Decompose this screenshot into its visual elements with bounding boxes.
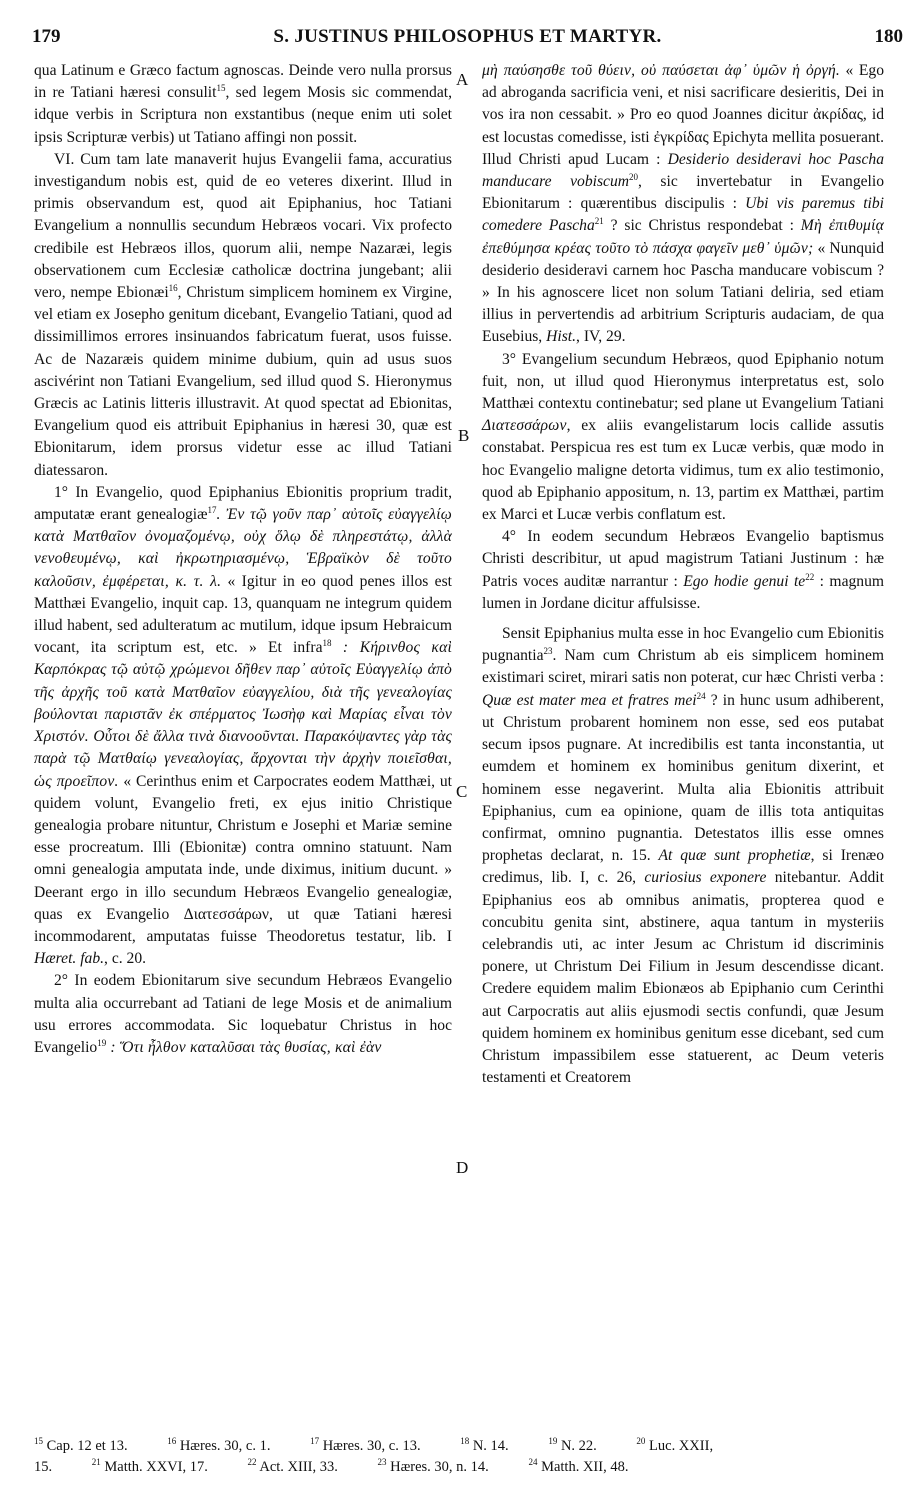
footnote-text: Cap. 12 et 13. — [46, 1438, 128, 1454]
greek-quote: Μὴ ἐπιθυμίᾳ ἐπεθύμησα κρέας τοῦτο τὸ πάσχα φαγεῖν μεθ᾽ ὑμῶν; — [482, 217, 884, 257]
footnote — [34, 1438, 128, 1454]
footnote-text: Luc. XXII, — [649, 1438, 714, 1454]
paragraph — [34, 482, 452, 970]
footnote-ref: 23 — [543, 646, 553, 657]
footnote — [34, 1459, 52, 1475]
text-run: , ex aliis evangelistarum locis callide assutis constabat. Perspicua res est tum ex Lucæ verbis, quæ modo in hoc Evangelio maligne detorta vidimus, tum ex alio testimonio, quod ab Epiphanio appositum, n. 13, partim ex Matthæi, partim ex Marci et Lucæ verbis conflatum est. — [482, 417, 884, 524]
footnote-text: 15. — [34, 1459, 53, 1475]
text-run: , Christum simplicem hominem ex Virgine, vel etiam ex Josepho genitum dicebant, Evangelio Tatiani, quod ad dissimillimos errores insinuandos fabricatum fuerat, usos fuisse. Ac de Nazaræis quidem minime dubium, quin ad usus suos ascivérint non Tatiani Evangelium, sed illud quod S. Hieronymus Græcis ac Latinis litteris illustravit. At quod spectat ad Ebionitas, Evangelium quod eis attribuit Epiphanius in hæresi 30, quæ est Ebionitarum, idem prorsus videtur esse ac illud Tatiani diatessaron. — [34, 284, 453, 479]
text-run: . Nam cum Christum ab eis simplicem hominem existimari sciret, mirari satis non poterat, cur hæc Christi verba : — [482, 647, 884, 687]
footnote — [528, 1459, 628, 1475]
footnote — [92, 1459, 208, 1475]
footnote — [378, 1459, 489, 1475]
text-run: ? in hunc usum adhiberent, ut Christum probarent hominem non esse, sed eos putabat secum ipsos pugnare. At incredibilis est tanta inconstantia, ut eumdem et hominem ex hominibus genitum dixerint, et hominem esse negaverint. Multa alia Ebionitis attribuit Epiphanius, cum ea opinione, quam de illis tota antiquitas confirmat, omnino pugnantia. Detestatos illis esse omnes prophetas declarat, n. 15. — [482, 691, 885, 865]
footnote — [310, 1438, 421, 1454]
paragraph — [482, 526, 884, 615]
margin-marker-a: A — [456, 70, 469, 89]
footnote-number: 19 — [548, 1436, 558, 1447]
footnote-row — [34, 1457, 903, 1478]
italic-quote: Ubi vis paremus tibi comedere Pascha — [482, 195, 885, 235]
footnote-ref: 15 — [216, 83, 226, 94]
text-run: « Ego ad abroganda sacrificia veni, et nisi sacrificare desieritis, Dei in vos ira non cessabit. » Pro eo quod Joannes dicitur ἀκρίδας, id est locustas comedisse, isti ἐγκρίδας Epichyta mellita posuerant. Illud Christi apud Lucam : — [482, 62, 884, 168]
paragraph — [34, 149, 452, 482]
footnote-ref: 21 — [594, 216, 604, 227]
footnote-text: Matth. XXVI, 17. — [104, 1459, 208, 1475]
left-column — [34, 60, 452, 1059]
italic-quote: curiosius exponere — [644, 869, 767, 887]
text-run: , c. 20. — [104, 950, 147, 968]
footnote-text: Matth. XII, 48. — [541, 1459, 629, 1475]
italic-quote: Ego hodie genui te — [683, 572, 806, 590]
margin-marker-c: C — [456, 782, 468, 801]
page-number-left: 179 — [32, 26, 61, 47]
paragraph — [34, 60, 452, 149]
footnote — [636, 1438, 713, 1454]
footnote-number: 15 — [34, 1436, 43, 1447]
italic-quote: At quæ sunt prophetiæ — [658, 847, 811, 865]
footnote-ref: 17 — [207, 504, 217, 515]
greek-quote: : Ὅτι ἦλθον καταλῦσαι τὰς θυσίας, καὶ ἐὰν — [106, 1038, 382, 1056]
footnote — [460, 1438, 508, 1454]
footnote-row — [34, 1436, 903, 1457]
footnote-text: Hæres. 30, n. 14. — [390, 1459, 489, 1475]
italic-citation: Hist. — [546, 328, 577, 346]
footnote-number: 22 — [247, 1457, 257, 1468]
text-run: « Cerinthus enim et Carpocrates eodem Matthæi, ut quidem volunt, Evangelio freti, ex ejus initio Christique genealogia probare nituntur, Christum e Josephi et Mariæ semine esse procreatum. Illi (Ebionitæ) contra omnino statuunt. Nam omni genealogia amputata inde, unde diximus, initium ducunt. » Deerant ergo in illo secundum Hebræos Evangelio genealogiæ, quas ex Evangelio Διατεσσάρων, ut quæ Tatiani hæresi incommodarent, amputatas fuisse Theodoretus testatur, lib. I — [34, 772, 452, 945]
footnote-number: 18 — [460, 1436, 470, 1447]
page-header — [32, 26, 903, 56]
text-run: 3° Evangelium secundum Hebræos, quod Epiphanio notum fuit, non, ut illud quod Hieronymus interpretatus est, solo Matthæi contextu continebatur; sed plane ut Evangelium Tatiani — [482, 350, 884, 413]
text-run: Sensit Epiphanius multa esse in hoc Evangelio cum Ebionitis pugnantia — [482, 625, 884, 665]
footnote-text: Hæres. 30, c. 1. — [179, 1438, 271, 1454]
text-run: 2° In eodem Ebionitarum sive secundum Hebræos Evangelio multa alia occurrebant ad Tatiani de lege Mosis et de animalium usu errores accommodata. Sic loquebatur Christus in hoc Evangelio — [34, 972, 452, 1056]
footnote — [548, 1438, 596, 1454]
text-run: , IV, 29. — [576, 328, 626, 346]
footnote-text: N. 14. — [472, 1438, 509, 1454]
footnote-ref: 24 — [696, 690, 706, 701]
margin-marker-d: D — [456, 1158, 469, 1177]
footnote-number: 16 — [167, 1436, 177, 1447]
running-title: S. JUSTINUS PHILOSOPHUS ET MARTYR. — [273, 26, 662, 47]
footnote — [167, 1438, 270, 1454]
footnotes — [34, 1436, 903, 1478]
right-column — [482, 60, 884, 1089]
paragraph — [34, 970, 452, 1059]
text-run: : magnum lumen in Jordane dicitur affulsisse. — [482, 572, 885, 612]
text-run: qua Latinum e Græco factum agnoscas. Deinde vero nulla prorsus in re Tatiani hæresi consulit — [34, 62, 452, 102]
footnote-text: Act. XIII, 33. — [259, 1459, 338, 1475]
text-run: , sed legem Mosis sic commendat, idque verbis in Scriptura non exstantibus (neque enim uti solet ipsis Scripturæ verbis) ut Tatiano affingi non possit. — [34, 84, 452, 146]
footnote-number: 21 — [91, 1457, 101, 1468]
text-run: nitebantur. Addit Epiphanius eos ab omnibus animatis, propterea quod e concubitu genita sint, abstinere, aqua tantum in mysteriis celebrandis uti, ac inter Jesum ac Christum id discriminis ponere, ut Christum Dei Filium in Jesum descendisse dicant. Credere equidem malim Ebionæos ab Epiphanio cum Cerinthi aut Carpocratis aut aliis ejusmodi sectis confundi, quæ Jesum quidem hominem ex hominibus genitum esse dicebant, sed cum Christum impassibilem esse statuerent, ac Deum veteris testamenti et Creatorem — [482, 869, 884, 1087]
paragraph — [482, 623, 884, 1089]
text-run: « Igitur in eo quod penes illos est Matthæi Evangelio, inquit cap. 13, quanquam ne integrum quidem illud habent, sed adulteratum ac mutilum, idque ipsum Hebraicum vocant, ita scriptum est, etc. » Et infra — [34, 572, 452, 657]
footnote-ref: 20 — [629, 171, 638, 182]
text-run: 4° In eodem secundum Hebræos Evangelio baptismus Christi describitur, ut apud magistrum Tatiani Justinum : hæ Patris voces auditæ narrantur : — [482, 528, 884, 590]
paragraph — [482, 349, 884, 527]
footnote-number: 20 — [636, 1436, 646, 1447]
text-run: , sic invertebatur in Evangelio Ebionitarum : quærentibus discipulis : — [482, 173, 884, 213]
footnote-number: 24 — [528, 1457, 538, 1468]
text-run: 1° In Evangelio, quod Epiphanius Ebionitis proprium tradit, amputatæ erant genealogiæ — [34, 483, 452, 524]
greek-word: Διατεσσάρων — [482, 417, 567, 435]
text-run: « Nunquid desiderio desideravi carnem hoc Pascha manducare vobiscum ? » In his agnoscere licet non solum Tatiani deliria, sed etiam illius in pervertendis ad arbitrium Scripturis audaciam, de qua Eusebius, — [482, 239, 884, 346]
footnote-ref: 18 — [322, 638, 332, 649]
footnote-ref: 19 — [97, 1037, 107, 1048]
page-number-right: 180 — [874, 26, 903, 47]
footnote-number: 17 — [310, 1436, 320, 1447]
text-run: ? sic Christus respondebat : — [603, 217, 801, 235]
italic-quote: Quæ est mater mea et fratres mei — [482, 691, 697, 709]
greek-quote: : Κήρινθος καὶ Καρπόκρας τῷ αὐτῷ χρώμενοι δῆθεν παρ᾽ αὐτοῖς Εὐαγγελίῳ ἀπὸ τῆς ἀρχῆς τοῦ κατὰ Ματθαῖον εὐαγγελίου, διὰ τῆς γενεαλογίας βούλονται παριστᾶν ἐκ σπέρματος Ἰωσὴφ καὶ Μαρίας εἶναι τὸν Χριστόν. Οὗτοι δὲ ἄλλα τινὰ διανοοῦνται. Παρακόψαντες γὰρ τὰς παρὰ τῷ Ματθαίῳ γενεαλογίας, ἄρχονται τὴν ἀρχὴν ποιεῖσθαι, ὡς προεῖπον. — [34, 639, 452, 790]
greek-quote: . Ἐν τῷ γοῦν παρ᾽ αὐτοῖς εὐαγγελίῳ κατὰ Ματθαῖον ὀνομαζομένῳ, οὐχ ὅλῳ δὲ πληρεστάτῳ, ἀλλὰ νενοθευμένῳ, καὶ ἠκρωτηριασμένῳ, Ἑβραϊκὸν δὲ τοῦτο καλοῦσιν, ἐμφέρεται, κ. τ. λ. — [34, 506, 452, 590]
footnote-text: Hæres. 30, c. 13. — [322, 1438, 421, 1454]
footnote-ref: 16 — [168, 282, 178, 293]
footnote — [248, 1459, 338, 1475]
footnote-number: 23 — [377, 1457, 387, 1468]
italic-quote: Desiderio desideravi hoc Pascha manducare vobiscum — [482, 150, 884, 191]
paragraph — [482, 60, 884, 349]
text-run: , si Irenæo credimus, lib. I, c. 26, — [482, 847, 884, 887]
footnote-text: N. 22. — [560, 1438, 597, 1454]
margin-marker-b: B — [458, 426, 470, 445]
text-run: VI. Cum tam late manaverit hujus Evangelii fama, accuratius investigandum nobis est, quid de eo veteres dixerint. Illud in primis observandum est, quod ait Epiphanius, hoc Tatiani Evangelium a nonnullis secundum Hebræos vocari. Vix profecto credibile est Hebræos illos, quorum alii, nempe Nazaræi, legis observationem cum Ecclesiæ catholicæ doctrina jungebant; alii vero, nempe Ebionæi — [34, 150, 452, 302]
greek-quote: μὴ παύσησθε τοῦ θύειν, οὐ παύσεται ἀφ᾽ ὑμῶν ἡ ὀργή. — [482, 62, 841, 79]
footnote-ref: 22 — [805, 571, 815, 582]
italic-citation: Hæret. fab. — [34, 950, 105, 968]
